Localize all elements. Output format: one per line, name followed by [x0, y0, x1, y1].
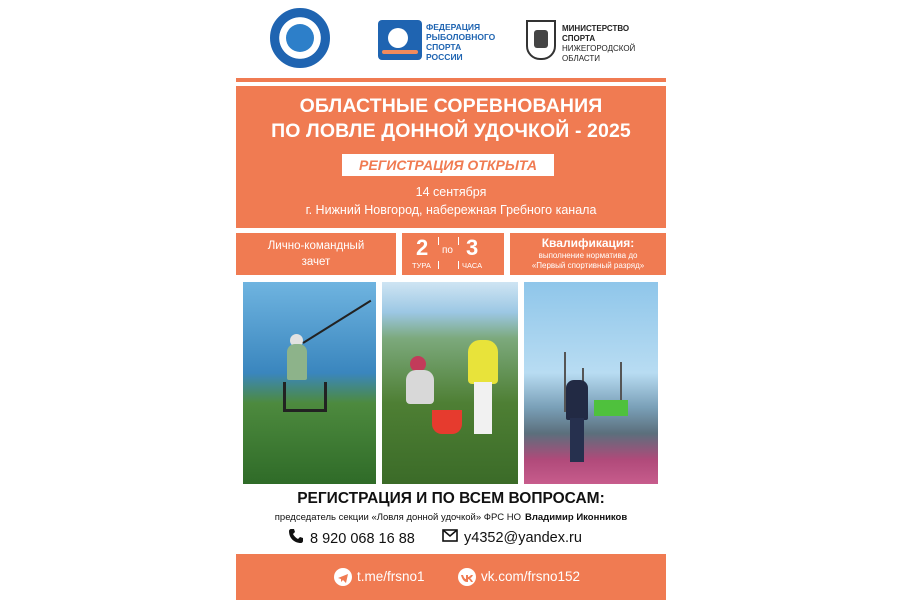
frs-logo-line1: ФЕДЕРАЦИЯ: [426, 22, 481, 32]
top-divider: [236, 78, 666, 82]
chairman-name: Владимир Иконников: [524, 512, 628, 523]
photo-anglers-on-embankment: [524, 282, 658, 484]
telegram-icon: [334, 568, 352, 586]
hours-label: ЧАСА: [462, 261, 483, 270]
phone-contact[interactable]: [288, 528, 415, 548]
deer-shield-icon: [526, 20, 556, 60]
chairman-position: председатель секции «Ловля донной удочкой» ФРС НО: [274, 512, 521, 523]
title-banner: [236, 86, 666, 228]
email-address[interactable]: y4352@yandex.ru: [464, 530, 582, 546]
photo-fisherman-on-chair: [243, 282, 376, 484]
phone-icon: [288, 528, 304, 550]
scoring-line2: зачет: [301, 256, 331, 268]
registration-subtitle: [236, 512, 666, 523]
scoring-line1: Лично-командный: [267, 240, 365, 252]
event-title-line2: ПО ЛОВЛЕ ДОННОЙ УДОЧКОЙ - 2025: [271, 120, 631, 142]
phone-number[interactable]: 8 920 068 16 88: [310, 530, 415, 547]
qualification-line1: выполнение норматива до: [538, 251, 638, 260]
regional-federation-logo: [270, 8, 330, 68]
qualification-title: Квалификация:: [541, 236, 635, 250]
frs-logo-line2: РЫБОЛОВНОГО: [426, 32, 496, 42]
event-title: [236, 94, 666, 144]
event-title-line1: ОБЛАСТНЫЕ СОРЕВНОВАНИЯ: [299, 95, 603, 117]
telegram-url[interactable]: t.me/frsno1: [357, 569, 425, 584]
vk-icon: [458, 568, 476, 586]
ministry-logo: [526, 20, 666, 68]
event-date: 14 сентября: [415, 185, 487, 199]
info-row: [236, 233, 666, 275]
scoring-box: [236, 233, 396, 275]
by-label: по: [442, 245, 453, 256]
qualification-box: [510, 233, 666, 275]
email-contact[interactable]: [442, 528, 582, 548]
hours-count: 3: [466, 235, 479, 260]
qualification-line2: «Первый спортивный разряд»: [531, 261, 645, 270]
frs-logo: [378, 20, 508, 68]
rounds-count: 2: [416, 235, 429, 260]
registration-title: РЕГИСТРАЦИЯ И ПО ВСЕМ ВОПРОСАМ:: [297, 490, 605, 507]
frs-logo-line3: СПОРТА: [426, 42, 462, 52]
vk-link[interactable]: [458, 567, 580, 587]
ministry-line2: СПОРТА: [562, 34, 596, 43]
rounds-box: [402, 233, 504, 275]
vk-url[interactable]: vk.com/frsno152: [481, 569, 581, 584]
ministry-line3: НИЖЕГОРОДСКОЙ: [562, 44, 636, 53]
rounds-label: ТУРА: [412, 261, 431, 270]
ministry-line1: МИНИСТЕРСТВО: [562, 24, 630, 33]
ministry-line4: ОБЛАСТИ: [562, 54, 601, 63]
registration-open-badge: РЕГИСТРАЦИЯ ОТКРЫТА: [342, 154, 554, 176]
photo-anglers-on-shore: [382, 282, 518, 484]
telegram-link[interactable]: [334, 567, 425, 587]
poster: [236, 0, 666, 600]
footer-social: [236, 554, 666, 600]
frs-logo-line4: РОССИИ: [426, 52, 463, 62]
logos-row: [236, 6, 666, 74]
mail-icon: [442, 528, 458, 548]
event-place: г. Нижний Новгород, набережная Гребного канала: [305, 203, 597, 217]
fisherman-icon: [378, 20, 422, 60]
